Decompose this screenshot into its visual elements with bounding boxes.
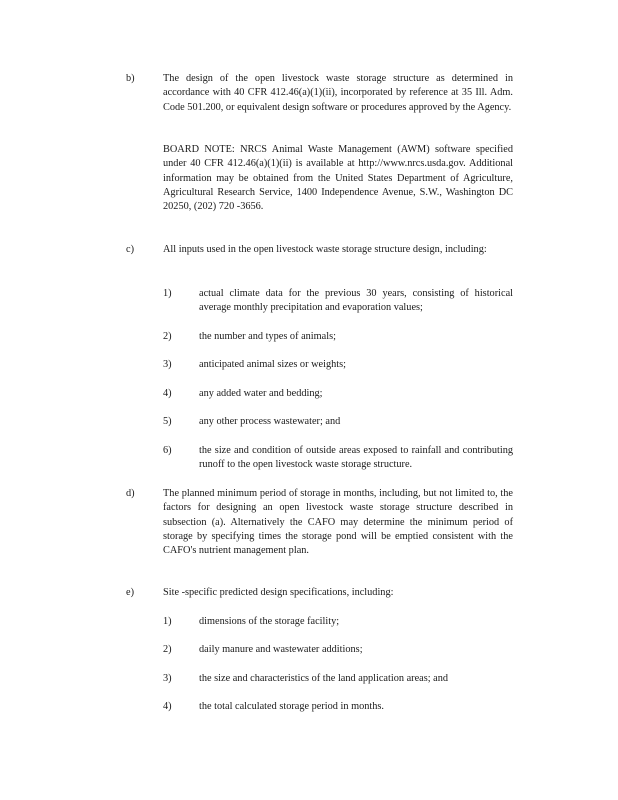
subitem-label: 2): [163, 331, 172, 342]
item-label-b: b): [126, 73, 135, 84]
subitem-label: 6): [163, 445, 172, 456]
subitem-label: 4): [163, 388, 172, 399]
subitem-label: 1): [163, 288, 172, 299]
subitem-text: daily manure and wastewater additions;: [199, 644, 363, 655]
subitem-text: anticipated animal sizes or weights;: [199, 359, 346, 370]
subitem-text: the number and types of animals;: [199, 331, 336, 342]
item-label-e: e): [126, 587, 134, 598]
subitem-text: dimensions of the storage facility;: [199, 616, 340, 627]
board-note-paragraph: BOARD NOTE: NRCS Animal Waste Management (AWM) software specified under 40 CFR 412.46(a)(1)(ii) is available at http://www.nrcs.usda.gov. Additional information may be obtained from the United States Department of Agriculture, Agricultural Research Service, 1400 Independence Avenue, S.W., Washington DC 20250, (202) 720 -3656.: [163, 144, 513, 213]
item-b-paragraph: The design of the open livestock waste storage structure as determined in accordance with 40 CFR 412.46(a)(1)(ii), incorporated by reference at 35 Ill. Adm. Code 501.200, or equivalent design software or procedures approved by the Agency.: [163, 73, 513, 113]
subitem-text: the size and characteristics of the land application areas; and: [199, 673, 449, 684]
item-e-text: Site -specific predicted design specifications, including:: [163, 587, 394, 598]
subitem-label: 1): [163, 616, 172, 627]
subitem-label: 4): [163, 701, 172, 712]
subitem-text: the total calculated storage period in months.: [199, 701, 385, 712]
subitem-label: 3): [163, 359, 172, 370]
subitem-text: any other process wastewater; and: [199, 416, 341, 427]
subitem-label: 3): [163, 673, 172, 684]
subitem-text: actual climate data for the previous 30 years, consisting of historical average monthly precipitation and evaporation values;: [199, 288, 513, 314]
item-d-text: The planned minimum period of storage in months, including, but not limited to, the factors for designing an open livestock waste storage structure described in subsection (a). Alternatively the CAFO may determine the minimum period of storage by specifying times the storage pond will be emptied consistent with the CAFO's nutrient management plan.: [163, 488, 513, 557]
subitem-text: the size and condition of outside areas exposed to rainfall and contributing runoff to the open livestock waste storage structure.: [199, 445, 513, 471]
subitem-label: 5): [163, 416, 172, 427]
subitem-text: any added water and bedding;: [199, 388, 323, 399]
item-label-c: c): [126, 244, 134, 255]
subitem-label: 2): [163, 644, 172, 655]
item-c-text: All inputs used in the open livestock waste storage structure design, including:: [163, 244, 487, 255]
item-label-d: d): [126, 488, 135, 499]
